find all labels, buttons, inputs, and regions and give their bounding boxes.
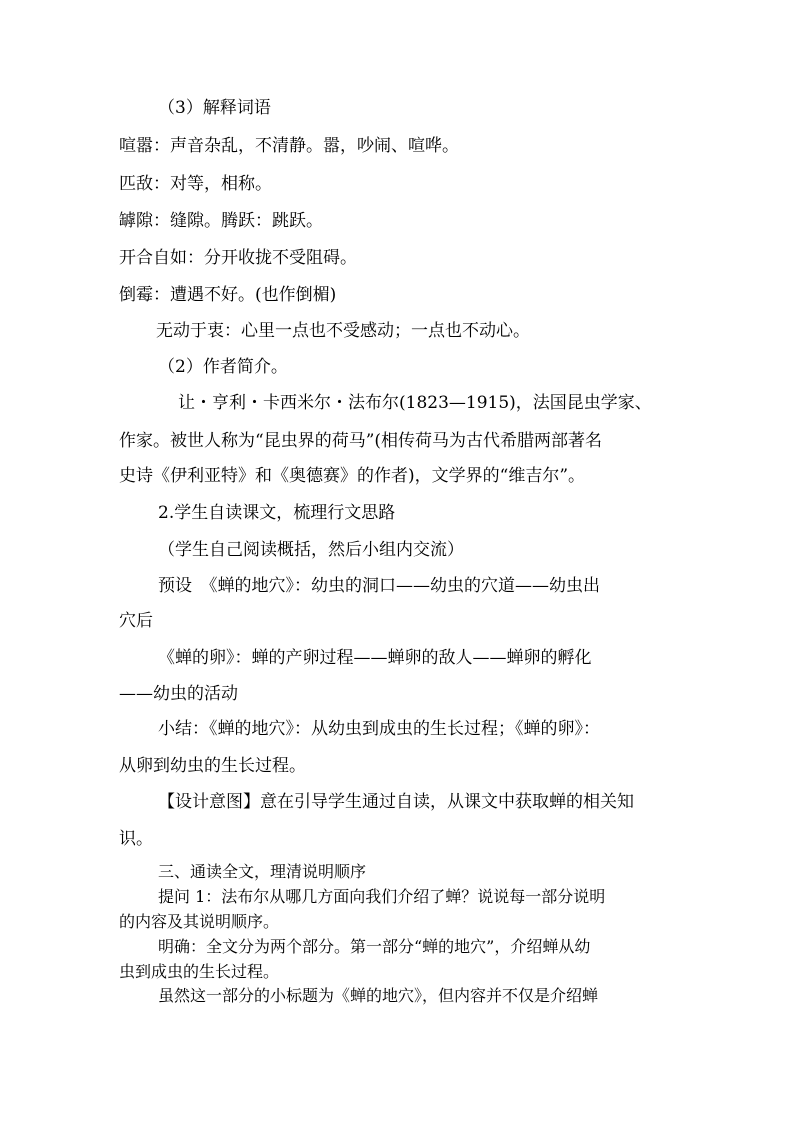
vocab-line-pidi: 匹敌：对等，相称。 (119, 174, 272, 194)
author-line-3: 史诗《伊利亚特》和《奥德赛》的作者)，文学界的“维吉尔”。 (119, 466, 586, 486)
vocab-heading: （3）解释词语 (158, 98, 271, 118)
section-2-note: （学生自己阅读概括，然后小组内交流） (158, 540, 464, 560)
author-line-2: 作家。被世人称为“昆虫界的荷马”(相传荷马为古代希腊两部著名 (119, 431, 603, 451)
question-1-line-2: 的内容及其说明顺序。 (119, 912, 280, 931)
answer-line-1: 明确：全文分为两个部分。第一部分“蝉的地穴”，介绍蝉从幼 (158, 937, 591, 956)
summary-line-2: 从卵到幼虫的生长过程。 (119, 756, 306, 776)
author-heading: （2）作者简介。 (158, 357, 288, 377)
author-line-1: 让・亨利・卡西米尔・法布尔(1823—1915)，法国昆虫学家、 (178, 393, 652, 413)
section-3-heading: 三、通读全文，理清说明顺序 (158, 862, 367, 881)
answer-line-3: 虽然这一部分的小标题为《蝉的地穴》，但内容并不仅是介绍蝉 (158, 986, 599, 1005)
preset-line-1: 预设 《蝉的地穴》：幼虫的洞口——幼虫的穴道——幼虫出 (158, 576, 600, 596)
design-intent-line-1: 【设计意图】意在引导学生通过自读，从课文中获取蝉的相关知 (158, 792, 634, 812)
summary-line-1: 小结：《蝉的地穴》：从幼虫到成虫的生长过程；《蝉的卵》： (158, 719, 600, 739)
answer-line-2: 虫到成虫的生长过程。 (119, 962, 280, 981)
preset-line-3: 《蝉的卵》：蝉的产卵过程——蝉卵的敌人——蝉卵的孵化 (158, 648, 592, 668)
preset-line-2: 穴后 (119, 611, 153, 631)
vocab-line-kaihe: 开合自如：分开收拢不受阻碍。 (119, 248, 357, 268)
design-intent-line-2: 识。 (119, 829, 153, 849)
vocab-line-wudong: 无动于衷：心里一点也不受感动；一点也不动心。 (156, 321, 530, 341)
question-1-line-1: 提问 1：法布尔从哪几方面向我们介绍了蝉？说说每一部分说明 (158, 887, 606, 906)
vocab-line-xuanxiao: 喧嚣：声音杂乱，不清静。嚣，吵闹、喧哗。 (119, 136, 459, 156)
vocab-line-xiaxi: 罅隙：缝隙。腾跃：跳跃。 (119, 211, 323, 231)
section-2-heading: 2.学生自读课文，梳理行文思路 (158, 503, 396, 523)
preset-line-4: ——幼虫的活动 (119, 684, 238, 704)
vocab-line-daomei: 倒霉：遭遇不好。(也作倒楣) (119, 285, 337, 305)
